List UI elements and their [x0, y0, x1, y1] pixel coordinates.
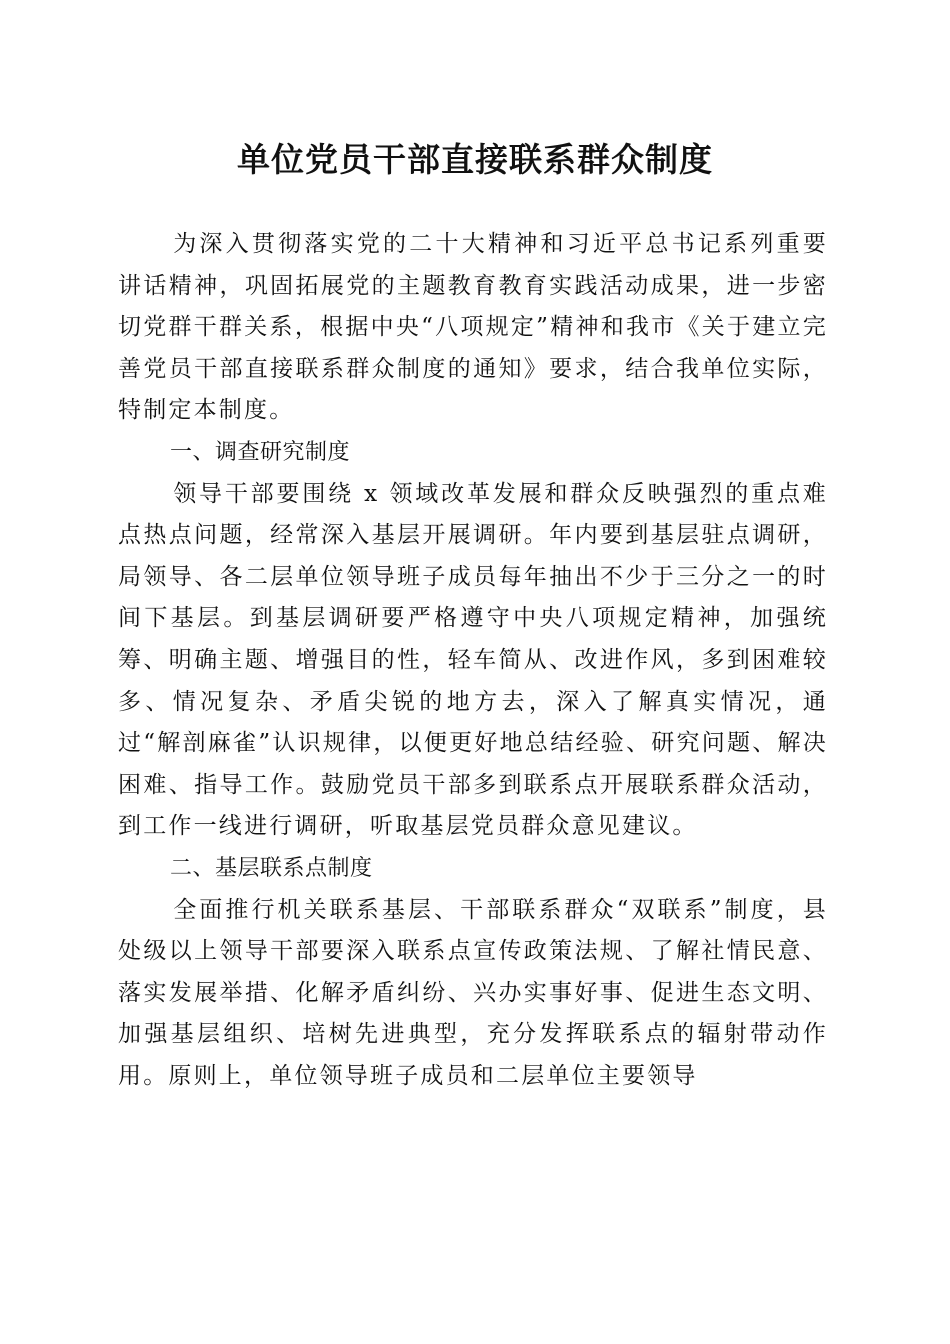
section-heading-contact-point: 二、基层联系点制度 — [170, 855, 373, 881]
section-body-contact-point: 全面推行机关联系基层、干部联系群众“双联系”制度，县处级以上领导干部要深入联系点宣传政策法规、了解社情民意、落实发展举措、化解矛盾纠纷、兴办实事好事、促进生态文明、加强基层组织、培树先进典型，充分发挥联系点的辐射带动作用。原则上，单位领导班子成员和二层单位主要领导 — [118, 896, 828, 1089]
section-heading-research: 一、调查研究制度 — [170, 439, 351, 465]
document-title: 单位党员干部直接联系群众制度 — [237, 140, 713, 179]
intro-paragraph: 为深入贯彻落实党的二十大精神和习近平总书记系列重要讲话精神，巩固拓展党的主题教育教育实践活动成果，进一步密切党群干群关系，根据中央“八项规定”精神和我市《关于建立完善党员干部直接联系群众制度的通知》要求，结合我单位实际，特制定本制度。 — [118, 231, 828, 424]
document-body — [118, 224, 828, 1097]
section-body-research: 领导干部要围绕 x 领域改革发展和群众反映强烈的重点难点热点问题，经常深入基层开展调研。年内要到基层驻点调研，局领导、各二层单位领导班子成员每年抽出不少于三分之一的时间下基层。到基层调研要严格遵守中央八项规定精神，加强统筹、明确主题、增强目的性，轻车简从、改进作风，多到困难较多、情况复杂、矛盾尖锐的地方去，深入了解真实情况，通过“解剖麻雀”认识规律，以便更好地总结经验、研究问题、解决困难、指导工作。鼓励党员干部多到联系点开展联系群众活动，到工作一线进行调研，听取基层党员群众意见建议。 — [118, 480, 828, 840]
document-page — [118, 130, 828, 1097]
